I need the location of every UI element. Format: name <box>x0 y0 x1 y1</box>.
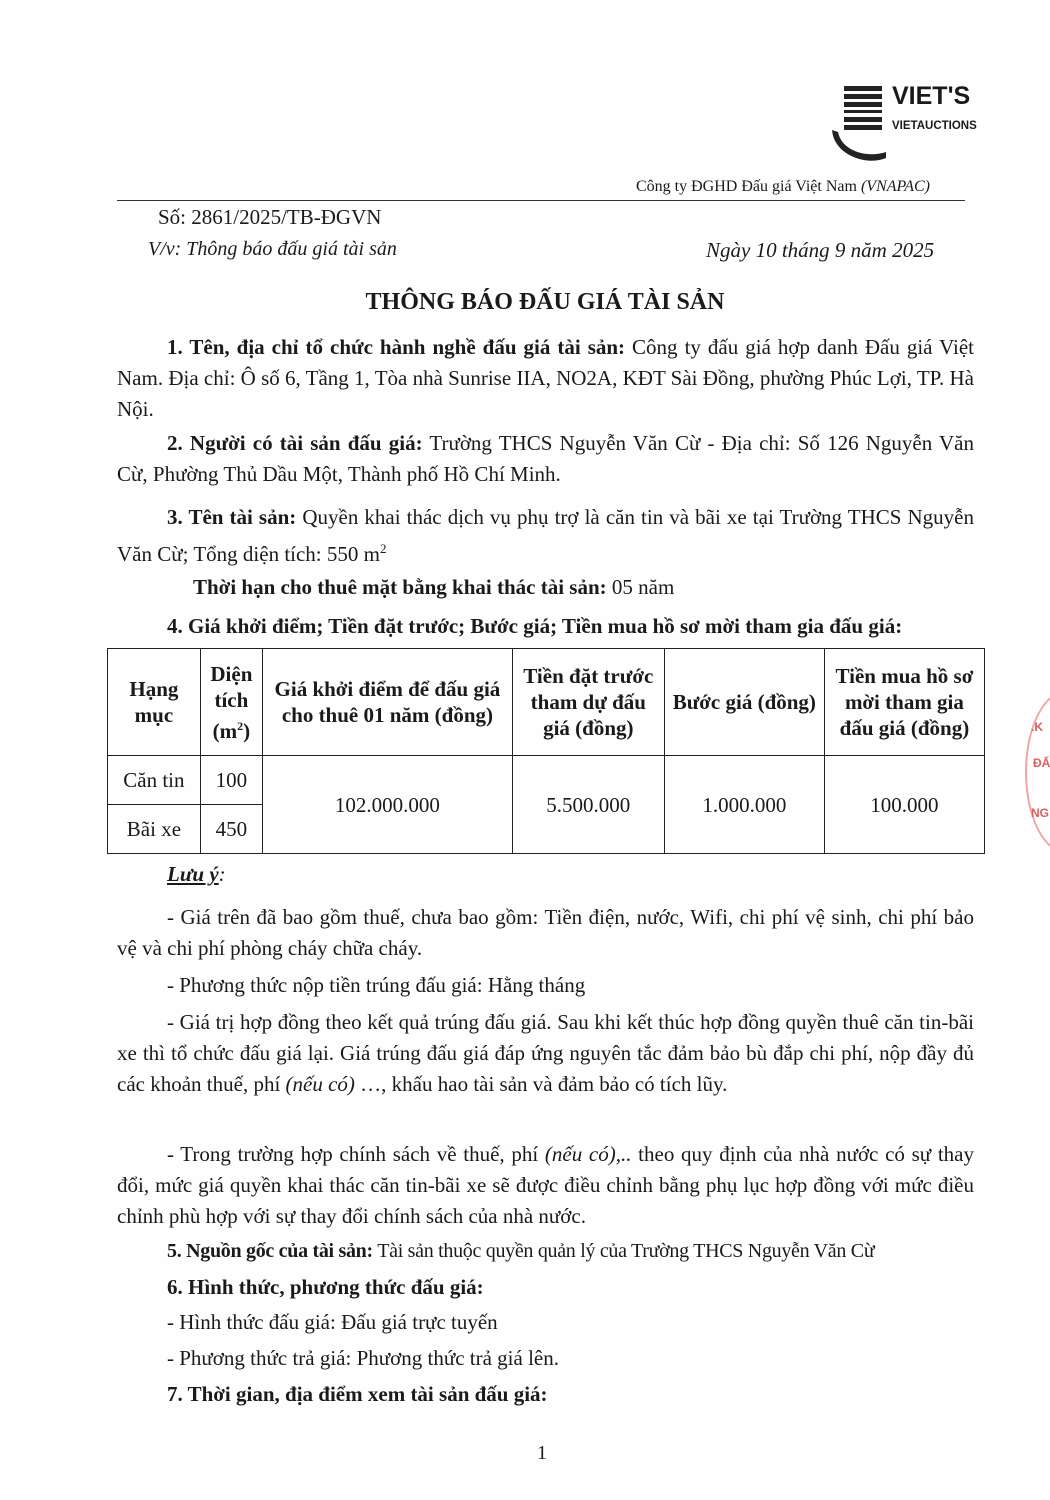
section-5-text: Tài sản thuộc quyền quản lý của Trường THCS Nguyễn Văn Cừ <box>372 1240 875 1262</box>
cell-item: Bãi xe <box>108 805 201 854</box>
cell-item: Căn tin <box>108 756 201 805</box>
th-step: Bước giá (đồng) <box>664 649 824 756</box>
header-rule <box>117 200 965 201</box>
section-3-sup: 2 <box>379 541 387 556</box>
th-item: Hạng mục <box>108 649 201 756</box>
cell-area: 100 <box>200 756 262 805</box>
section-4-label: 4. Giá khởi điểm; Tiền đặt trước; Bước giá; Tiền mua hồ sơ mời tham gia đấu giá: <box>167 614 903 638</box>
section-1 <box>117 332 974 425</box>
th-price: Giá khởi điểm để đấu giá cho thuê 01 năm (đồng) <box>263 649 513 756</box>
seal-text-2: ĐẤ <box>1033 756 1050 770</box>
table-row <box>108 756 985 805</box>
note-2: - Phương thức nộp tiền trúng đấu giá: Hằng tháng <box>167 973 586 997</box>
section-3-text: Quyền khai thác dịch vụ phụ trợ là căn tin và bãi xe tại Trường THCS Nguyễn Văn Cừ; Tổng diện tích: 550 m <box>117 505 974 566</box>
cell-area: 450 <box>200 805 262 854</box>
company-abbr: (VNAPAC) <box>860 178 930 195</box>
note-label: Lưu ý: <box>167 862 226 886</box>
section-1-text: Công ty đấu giá hợp danh Đấu giá Việt Nam. Địa chỉ: Ô số 6, Tầng 1, Tòa nhà Sunrise IIA, NO2A, KĐT Sài Đồng, phường Phúc Lợi, TP. Hà Nội. <box>117 335 974 421</box>
price-table <box>107 648 985 854</box>
cell-step: 1.000.000 <box>664 756 824 854</box>
logo-mark-icon <box>828 82 888 170</box>
cell-deposit: 5.500.000 <box>512 756 664 854</box>
company-line <box>636 178 930 196</box>
doc-date: Ngày 10 tháng 9 năm 2025 <box>706 238 935 262</box>
seal-text-1: .K <box>1031 720 1043 734</box>
doc-subject: V/v: Thông báo đấu giá tài sản <box>148 238 397 260</box>
section-2 <box>117 428 974 490</box>
doc-number: Số: 2861/2025/TB-ĐGVN <box>158 205 382 229</box>
section-6-line-2: - Phương thức trả giá: Phương thức trả giá lên. <box>167 1346 559 1370</box>
page-number: 1 <box>537 1442 547 1464</box>
company-name: Công ty ĐGHD Đấu giá Việt Nam <box>636 178 861 195</box>
section-5 <box>167 1240 874 1263</box>
section-3-term <box>193 575 674 600</box>
seal-stamp <box>1025 690 1050 854</box>
seal-text-3: NG <box>1031 806 1049 820</box>
section-6-label: 6. Hình thức, phương thức đấu giá: <box>167 1275 484 1299</box>
section-5-label: 5. Nguồn gốc của tài sản: <box>167 1240 373 1262</box>
logo-subtitle: VIETAUCTIONS <box>892 120 977 132</box>
th-area: Diện tích $(m^2)$ <box>200 649 262 756</box>
note-4: - Trong trường hợp chính sách về thuế, phí (nếu có),.. theo quy định của nhà nước có sự thay đổi, mức giá quyền khai thác căn tin-bãi xe sẽ được điều chỉnh bằng phụ lục hợp đồng với mức điều chỉnh phù hợp với sự thay đổi chính sách của nhà nước. <box>117 1142 974 1228</box>
table-header-row <box>108 649 985 756</box>
section-1-label: 1. Tên, địa chỉ tổ chức hành nghề đấu giá tài sản: <box>167 335 626 359</box>
term-label: Thời hạn cho thuê mặt bằng khai thác tài sản: <box>193 575 607 599</box>
section-3-label: 3. Tên tài sản: <box>167 505 297 529</box>
cell-price: 102.000.000 <box>263 756 513 854</box>
section-6-line-1: - Hình thức đấu giá: Đấu giá trực tuyến <box>167 1310 498 1334</box>
section-2-text: Trường THCS Nguyễn Văn Cừ - Địa chỉ: Số 126 Nguyễn Văn Cừ, Phường Thủ Dầu Một, Thành phố Hồ Chí Minh. <box>117 431 974 486</box>
th-fee: Tiền mua hồ sơ mời tham gia đấu giá (đồng) <box>824 649 984 756</box>
section-7-label: 7. Thời gian, địa điểm xem tài sản đấu giá: <box>167 1382 548 1406</box>
th-deposit: Tiền đặt trước tham dự đấu giá (đồng) <box>512 649 664 756</box>
doc-title: THÔNG BÁO ĐẤU GIÁ TÀI SẢN <box>365 289 725 315</box>
cell-fee: 100.000 <box>824 756 984 854</box>
note-1: - Giá trên đã bao gồm thuế, chưa bao gồm: Tiền điện, nước, Wifi, chi phí vệ sinh, chi phí bảo vệ và chi phí phòng cháy chữa cháy. <box>117 905 974 960</box>
logo-title: VIET'S <box>892 82 971 110</box>
note-3: - Giá trị hợp đồng theo kết quả trúng đấu giá. Sau khi kết thúc hợp đồng quyền thuê căn tin-bãi xe thì tổ chức đấu giá lại. Giá trúng đấu giá đáp ứng nguyên tắc đảm bảo bù đắp chi phí, nộp đầy đủ các khoản thuế, phí (nếu có) …, khấu hao tài sản và đảm bảo có tích lũy. <box>117 1010 974 1096</box>
section-2-label: 2. Người có tài sản đấu giá: <box>167 431 423 455</box>
term-value: 05 năm <box>606 575 675 599</box>
section-3 <box>117 502 974 570</box>
company-logo <box>828 82 977 172</box>
